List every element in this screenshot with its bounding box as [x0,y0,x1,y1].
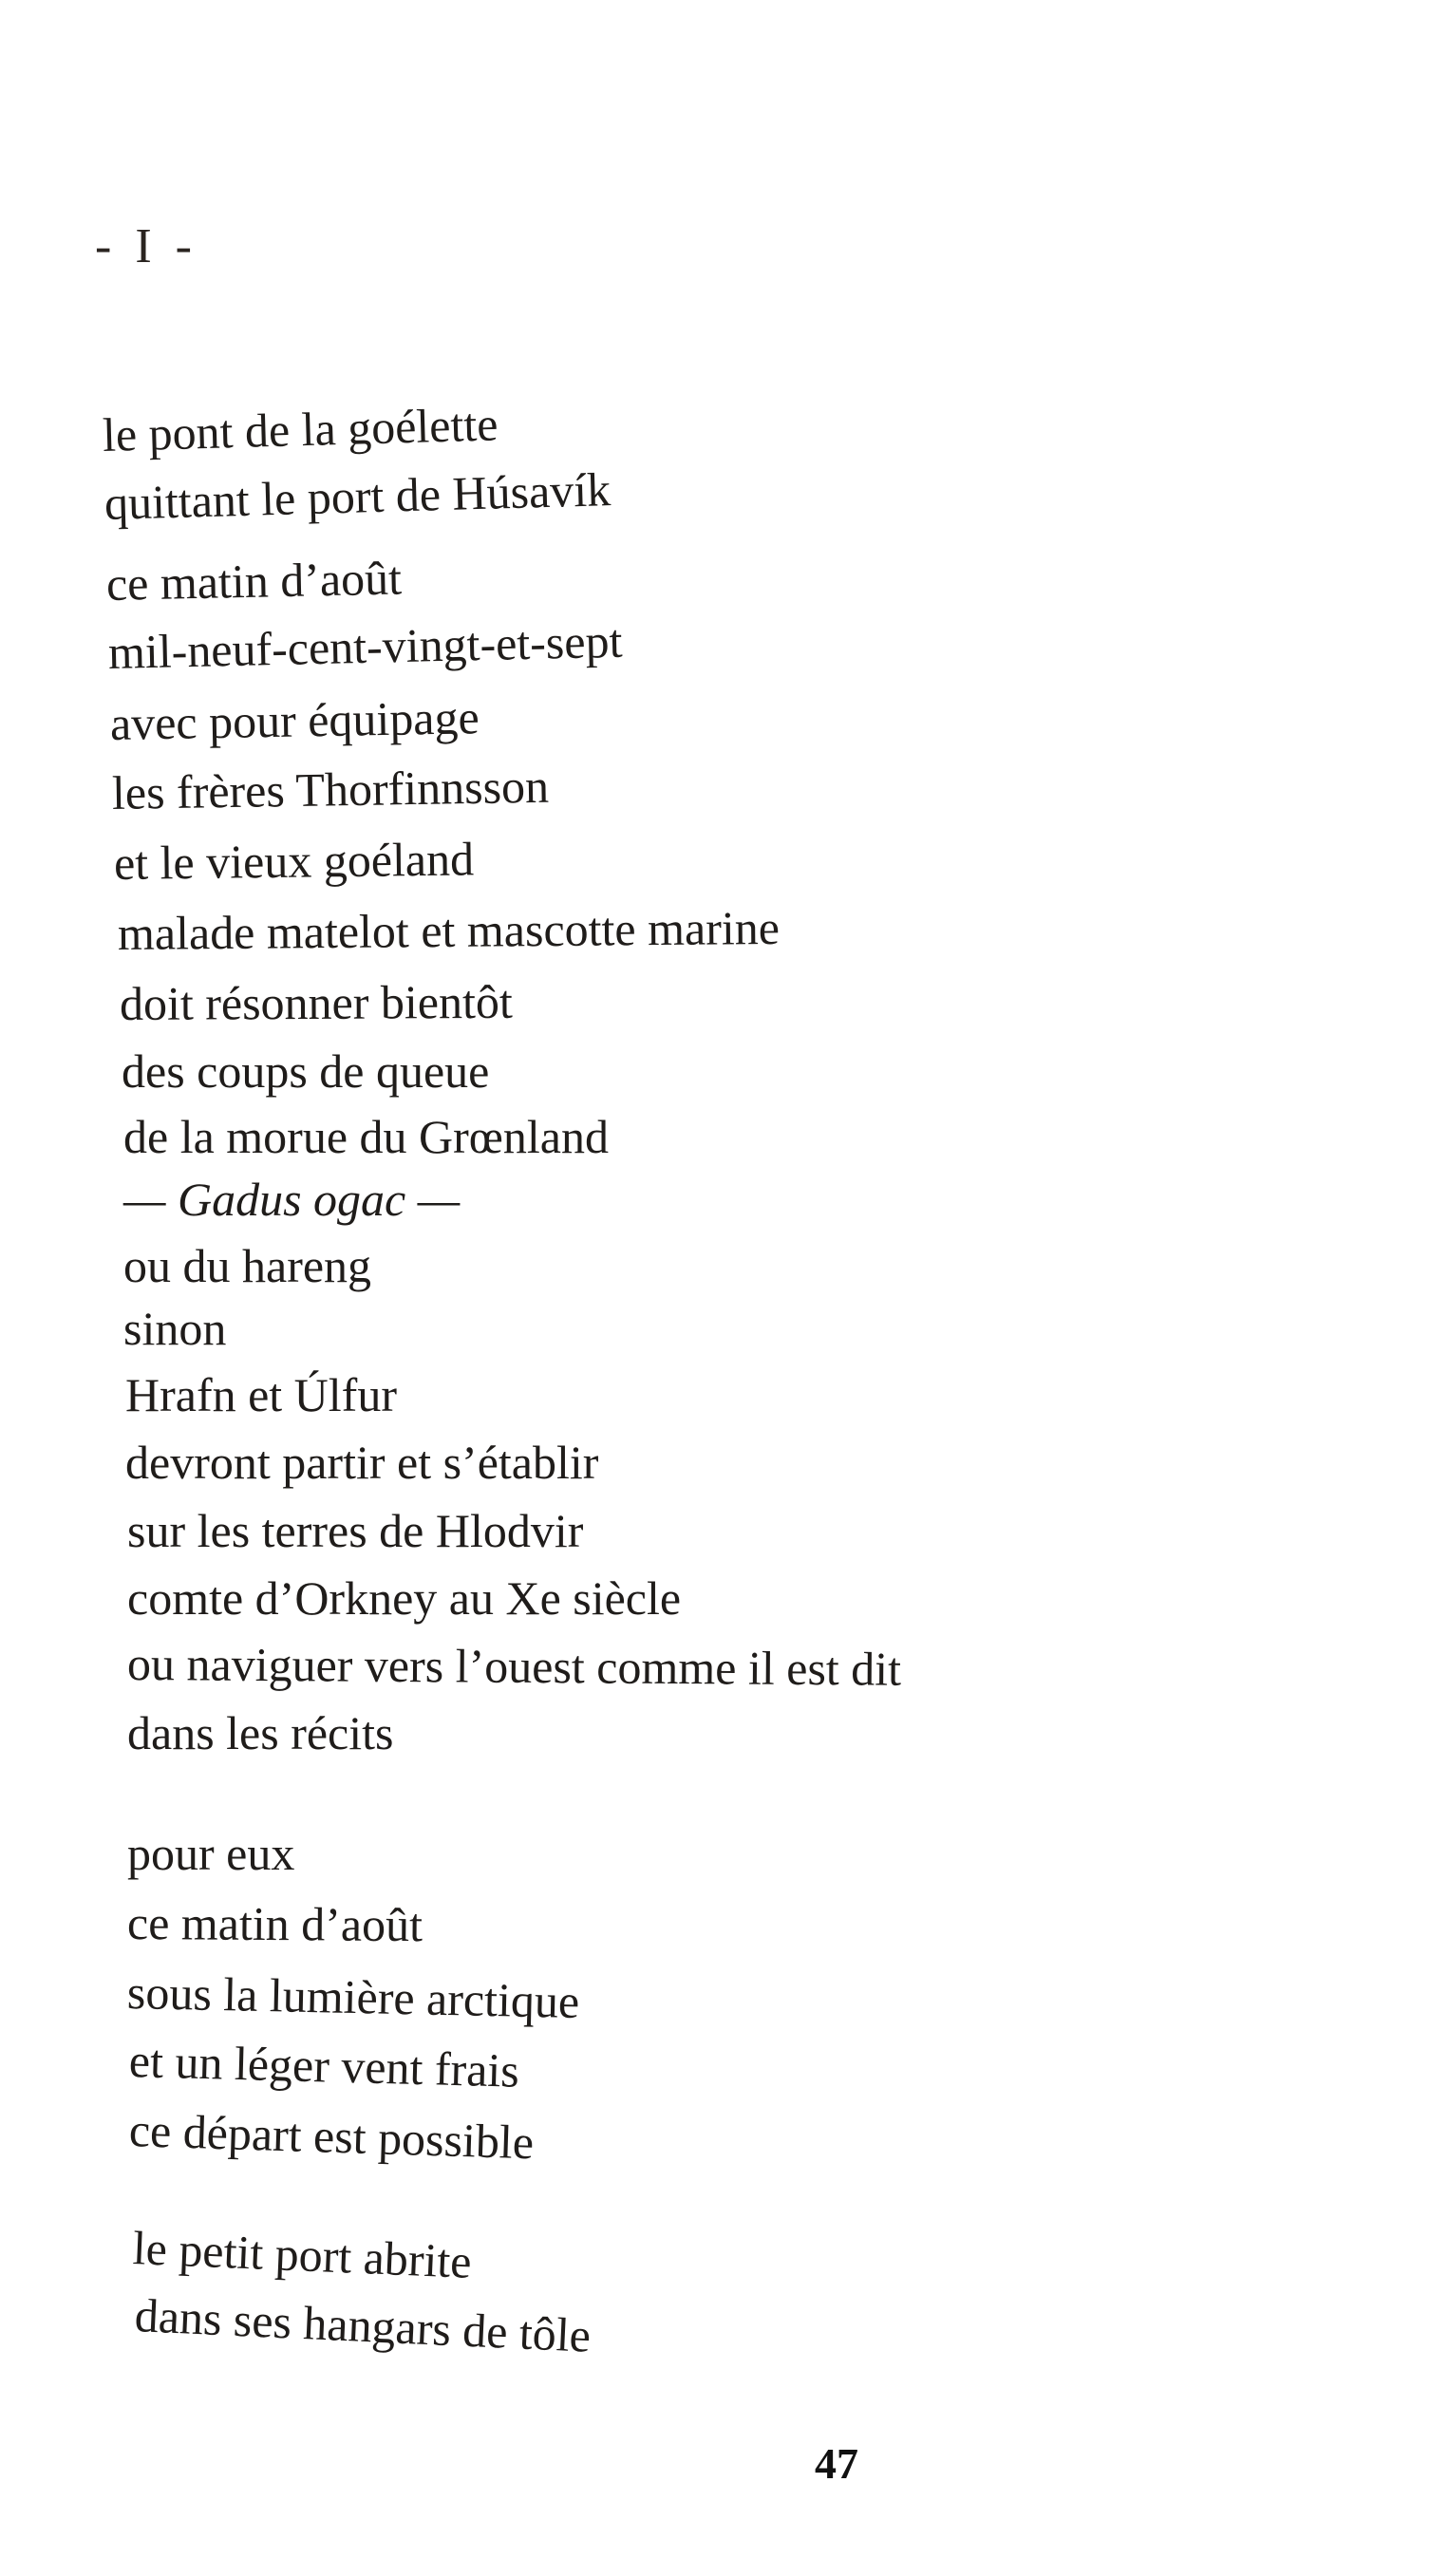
poem-line: mil-neuf-cent-vingt-et-sept [107,613,623,679]
poem-line: et le vieux goéland [113,832,475,890]
poem-line: quittant le port de Húsavík [104,462,612,530]
poem-line: et un léger vent frais [128,2034,520,2097]
section-marker: - I - [95,219,198,273]
poem-line: Hrafn et Úlfur [125,1368,397,1421]
poem-line: sur les terres de Hlodvir [127,1504,584,1557]
poem-line: ce départ est possible [128,2103,535,2170]
poem-line: devront partir et s’établir [125,1436,599,1489]
poem-line-italic: — Gadus ogac — [123,1173,461,1226]
poem-line: de la morue du Grœnland [123,1110,609,1163]
poem-line: ce matin d’août [105,551,403,611]
poem-line: sinon [123,1302,227,1355]
poem-line: le pont de la goélette [102,397,499,461]
poem-line: comte d’Orkney au Xe siècle [127,1571,682,1625]
poem-line: dans les récits [127,1706,394,1759]
poem-line: pour eux [127,1827,295,1880]
poem-line: dans ses hangars de tôle [133,2288,593,2362]
poem-line: sous la lumière arctique [126,1965,580,2028]
poem-line: avec pour équipage [109,690,480,750]
poem-line: le petit port abrite [131,2221,473,2288]
poem-line: des coups de queue [122,1044,490,1098]
page-number: 47 [815,2439,858,2488]
poem-line: ce matin d’août [126,1896,423,1952]
poem-line: ou naviguer vers l’ouest comme il est dit [126,1637,902,1696]
poem-line: doit résonner bientôt [119,974,513,1030]
poem-line: malade matelot et mascotte marine [117,900,781,960]
poem-line: ou du hareng [123,1239,372,1292]
poem-line: les frères Thorfinnsson [111,759,550,819]
